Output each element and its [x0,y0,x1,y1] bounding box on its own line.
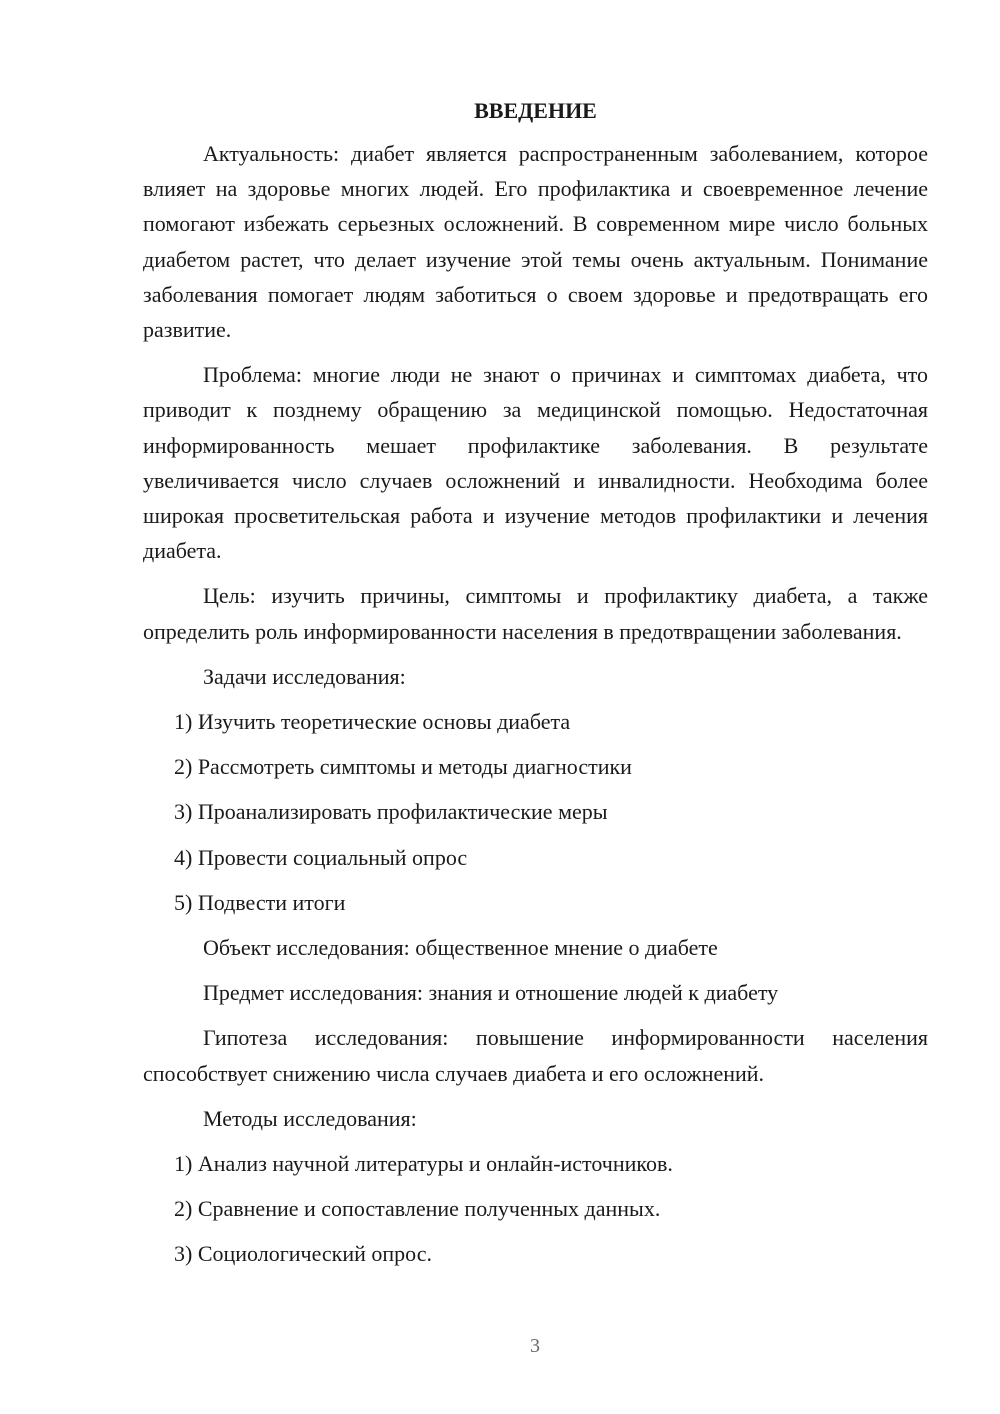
paragraph-problem: Проблема: многие люди не знают о причинах и симптомах диабета, что приводит к позднему обращению за медицинской помощью. Недостаточная информированность мешает профилактике заболевания. В результате увеличивается число случаев осложнений и инвалидности. Необходима более широкая просветительская работа и изучение методов профилактики и лечения диабета. [143,362,928,564]
paragraph-relevance: Актуальность: диабет является распространенным заболеванием, которое влияет на здоровье многих людей. Его профилактика и своевременное лечение помогают избежать серьезных осложнений. В современном мире число больных диабетом растет, что делает изучение этой темы очень актуальным. Понимание заболевания помогает людям заботиться о своем здоровье и предотвращать его развитие. [143,141,928,343]
method-item-3: 3) Социологический опрос. [174,1241,432,1267]
document-page [143,96,928,1282]
paragraph-goal: Цель: изучить причины, симптомы и профилактику диабета, а также определить роль информированности населения в предотвращении заболевания. [143,583,928,644]
method-item-2: 2) Сравнение и сопоставление полученных данных. [174,1196,661,1222]
method-item-1: 1) Анализ научной литературы и онлайн-источников. [174,1151,673,1177]
task-item-1: 1) Изучить теоретические основы диабета [174,709,571,735]
section-title: ВВЕДЕНИЕ [474,98,597,123]
page-number: 3 [530,1335,540,1357]
task-item-3: 3) Проанализировать профилактические меры [174,799,608,825]
research-object: Объект исследования: общественное мнение о диабете [203,935,718,961]
research-subject: Предмет исследования: знания и отношение людей к диабету [203,980,779,1006]
task-item-2: 2) Рассмотреть симптомы и методы диагностики [174,754,632,780]
methods-heading: Методы исследования: [203,1105,417,1131]
research-hypothesis: Гипотеза исследования: повышение информированности населения способствует снижению числа случаев диабета и его осложнений. [143,1025,928,1086]
task-item-4: 4) Провести социальный опрос [174,844,468,870]
task-item-5: 5) Подвести итоги [174,889,346,915]
tasks-heading: Задачи исследования: [203,663,406,689]
